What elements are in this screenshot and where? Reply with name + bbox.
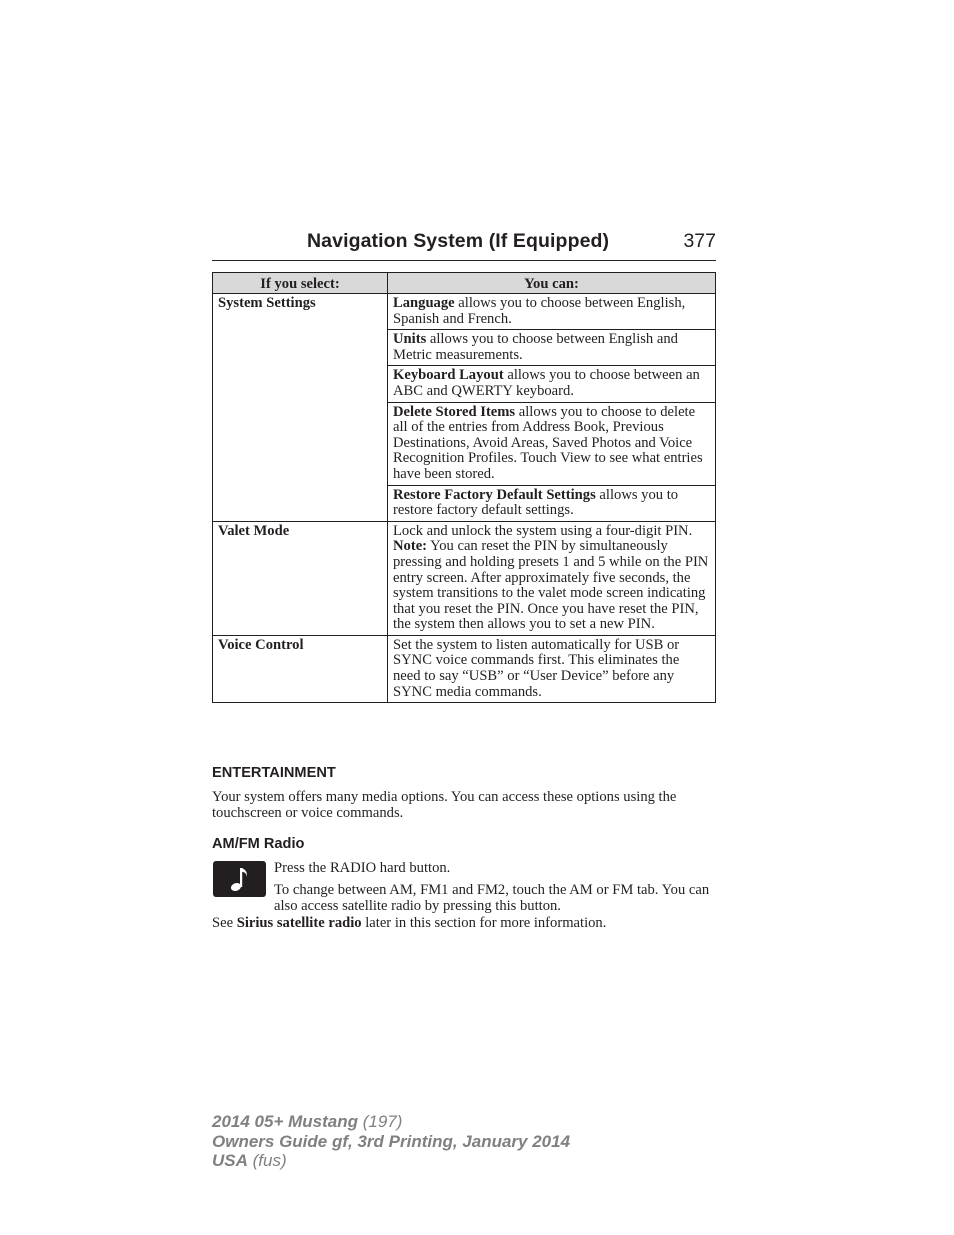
table-cell bbox=[388, 294, 716, 330]
radio-heading: AM/FM Radio bbox=[212, 836, 305, 852]
entertainment-body: Your system offers many media options. You can access these options using the touchscreen or voice commands. bbox=[212, 789, 677, 821]
cell-text: allows you to choose between English, Spanish and French. bbox=[393, 295, 686, 327]
note-label: Note: bbox=[393, 538, 428, 555]
see-reference: Sirius satellite radio bbox=[236, 915, 362, 931]
table-row bbox=[213, 294, 716, 330]
table-row bbox=[213, 521, 716, 635]
cell-text: allows you to choose between an ABC and QWERTY keyboard. bbox=[393, 367, 700, 399]
column-header-can: You can: bbox=[388, 273, 716, 294]
footer-model-code: (197) bbox=[358, 1112, 403, 1131]
settings-table bbox=[212, 272, 716, 703]
music-note-icon bbox=[213, 861, 266, 897]
table-header-row bbox=[213, 273, 716, 294]
radio-line-1: Press the RADIO hard button. bbox=[274, 860, 451, 876]
table-row bbox=[213, 635, 716, 702]
table-cell bbox=[388, 366, 716, 402]
term-keyboard-layout: Keyboard Layout bbox=[393, 367, 504, 384]
cell-text: allows you to choose between English and Metric measurements. bbox=[393, 331, 678, 363]
footer-region: USA bbox=[212, 1151, 248, 1170]
see-prefix: See bbox=[212, 915, 237, 931]
term-restore-defaults: Restore Factory Default Settings bbox=[393, 486, 596, 503]
table-cell bbox=[388, 485, 716, 521]
footer-guide-line bbox=[212, 1132, 570, 1152]
term-delete-stored-items: Delete Stored Items bbox=[393, 403, 516, 420]
cell-text: Set the system to listen automatically for USB or SYNC voice commands first. This eliminates the need to say “USB” or “User Device” before any SYNC media commands. bbox=[393, 636, 680, 700]
footer-region-code: (fus) bbox=[247, 1151, 287, 1170]
see-suffix: later in this section for more information. bbox=[361, 915, 607, 931]
cell-text: Lock and unlock the system using a four-digit PIN. bbox=[393, 522, 693, 539]
footer-model-line bbox=[212, 1112, 570, 1132]
page-number: 377 bbox=[683, 230, 716, 252]
page-title: Navigation System (If Equipped) bbox=[307, 230, 610, 252]
footer-model: 2014 05+ Mustang bbox=[212, 1112, 358, 1131]
footer-guide: Owners Guide gf, 3rd Printing, January 2014 bbox=[212, 1131, 571, 1151]
page-footer bbox=[212, 1112, 570, 1171]
term-units: Units bbox=[393, 331, 427, 348]
page-header bbox=[212, 230, 716, 261]
footer-region-line bbox=[212, 1151, 570, 1171]
row-label-system-settings: System Settings bbox=[213, 294, 388, 522]
row-label-valet-mode: Valet Mode bbox=[213, 521, 388, 635]
row-label-voice-control: Voice Control bbox=[213, 635, 388, 702]
column-header-select: If you select: bbox=[213, 273, 388, 294]
cell-text: allows you to choose to delete all of the entries from Address Book, Previous Destinations, Avoid Areas, Saved Photos and Voice Recognition Profiles. Touch View to see what entries have been stored. bbox=[393, 403, 703, 482]
table-cell bbox=[388, 635, 716, 702]
entertainment-heading: ENTERTAINMENT bbox=[212, 765, 336, 781]
cell-text: allows you to restore factory default settings. bbox=[393, 486, 679, 519]
table-cell bbox=[388, 521, 716, 635]
table-cell bbox=[388, 402, 716, 485]
term-language: Language bbox=[393, 295, 455, 311]
note-text: You can reset the PIN by simultaneously pressing and holding presets 1 and 5 while on the PIN entry screen. After approximately five seconds, the system transitions to the valet mode screen indicating that you reset the PIN. Once you have reset the PIN, the system then allows you to set a new PIN. bbox=[393, 538, 709, 633]
radio-see-line bbox=[212, 915, 716, 931]
table-cell bbox=[388, 330, 716, 366]
radio-line-2: To change between AM, FM1 and FM2, touch the AM or FM tab. You can also access satellite radio by pressing this button. bbox=[274, 882, 710, 914]
